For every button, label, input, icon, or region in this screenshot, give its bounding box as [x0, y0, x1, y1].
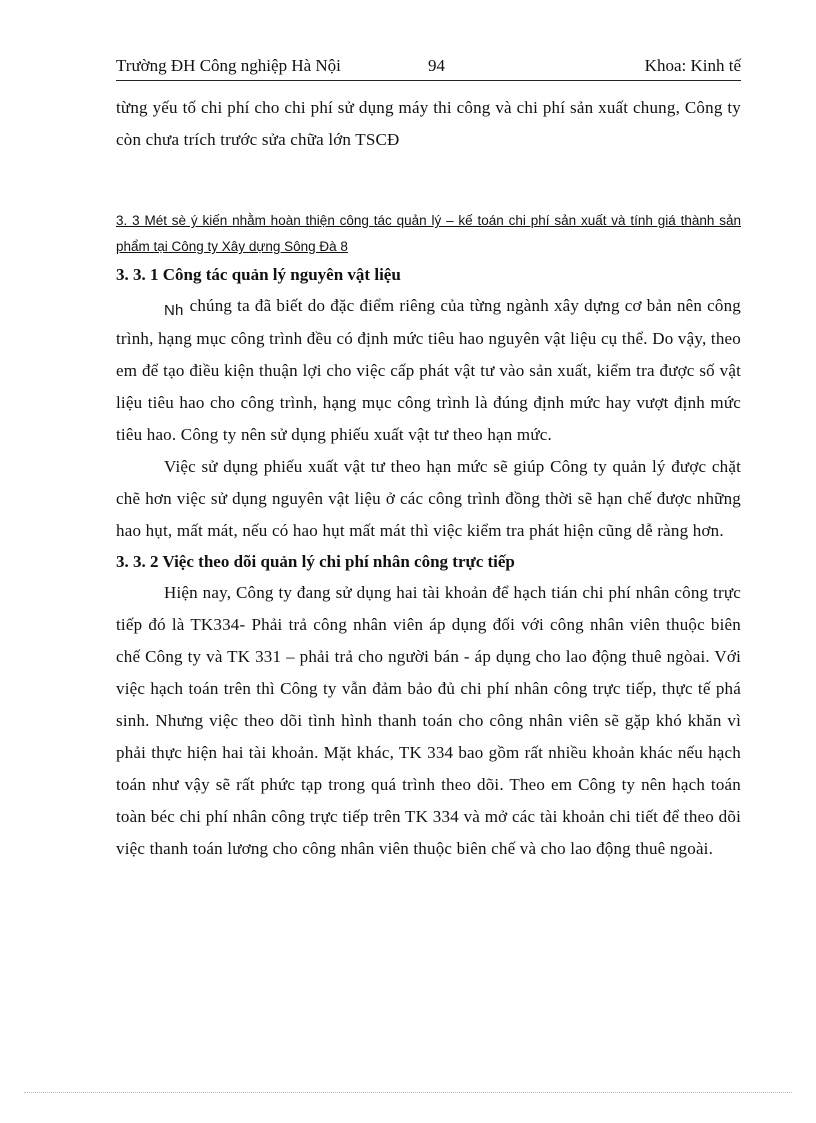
paragraph-labor: Hiện nay, Công ty đang sử dụng hai tài khoản để hạch tián chi phí nhân công trực tiếp đó là TK334- Phải trả công nhân viên áp dụng đối với công nhân viên thuộc biên chế Công ty và TK 331 – phải trả cho người bán - áp dụng cho lao động thuê ngòai. Với việc hạch toán trên thì Công ty vẫn đảm bảo đủ chi phí nhân công trực tiếp, thực tế phá sinh. Nhưng việc theo dõi tình hình thanh toán cho công nhân viên sẽ gặp khó khăn vì phải thực hiện hai tài khoản. Mặt khác, TK 334 bao gồm rất nhiều khoản khác nếu hạch toán như vậy sẽ rất phức tạp trong quá trình theo dõi. Theo em Công ty nên hạch toán toàn béc chi phí nhân công trực tiếp trên TK 334 và mở các tài khoản chi tiết để theo dõi việc thanh toán lương cho công nhân viên thuộc biên chế và cho lao động thuê ngoài.: [116, 583, 741, 858]
header-faculty: Khoa: Kinh tế: [644, 56, 741, 75]
paragraph-materials-1: [116, 290, 741, 451]
page-bottom-rule: [24, 1092, 792, 1093]
subsection-title-labor: 3. 3. 2 Việc theo dõi quản lý chi phí nhân công trực tiếp: [116, 552, 515, 571]
paragraph-prefix: Nh: [164, 302, 184, 319]
spacer: [116, 156, 741, 208]
page-header: [116, 56, 741, 81]
header-page-number: 94: [428, 56, 445, 75]
paragraph-materials-2: Việc sử dụng phiếu xuất vật tư theo hạn mức sẽ giúp Công ty quản lý được chặt chẽ hơn việc sử dụng nguyên vật liệu ở các công trình đồng thời sẽ hạn chế được những hao hụt, mất mát, nếu có hao hụt mất mát thì việc kiểm tra phát hiện cũng dễ ràng hơn.: [116, 457, 741, 540]
header-school-name: Trường ĐH Công nghiệp Hà Nội: [116, 56, 341, 75]
subsection-title-materials: 3. 3. 1 Công tác quản lý nguyên vật liệu: [116, 265, 401, 284]
intro-paragraph: từng yếu tố chi phí cho chi phí sử dụng máy thi công và chi phí sản xuất chung, Công ty còn chưa trích trước sửa chữa lớn TSCĐ: [116, 98, 741, 149]
paragraph-materials-1-text: chúng ta đã biết do đặc điểm riêng của từng ngành xây dựng cơ bản nên công trình, hạng mục công trình đều có định mức tiêu hao nguyên vật liệu cụ thể. Do vậy, theo em để tạo điều kiện thuận lợi cho việc cấp phát vật tư vào sản xuất, kiểm tra được số vật liệu tiêu hao cho công trình, hạng mục công trình là đúng định mức hay vượt định mức tiêu hao. Công ty nên sử dụng phiếu xuất vật tư theo hạn mức.: [116, 296, 741, 444]
section-heading-link[interactable]: 3. 3 Mét sè ý kiến nhằm hoàn thiện công tác quản lý – kế toán chi phí sản xuất và tính giá thành sản phẩm tại Công ty Xây dựng Sông Đà 8: [116, 213, 741, 254]
document-body: [116, 92, 741, 865]
